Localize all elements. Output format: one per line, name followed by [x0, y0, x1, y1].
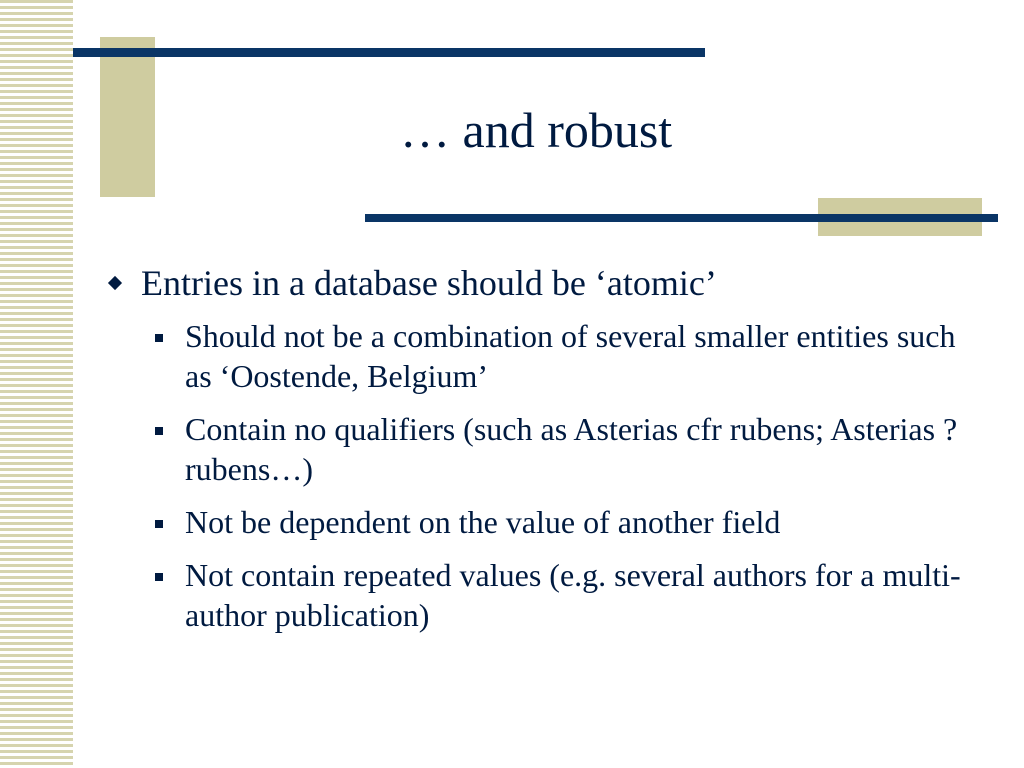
- subbullet-item: [108, 502, 988, 542]
- decorative-bar-top: [73, 48, 705, 57]
- subbullet-text: Should not be a combination of several smaller entities such as ‘Oostende, Belgium’: [185, 318, 956, 394]
- subbullet-item: [108, 316, 988, 396]
- square-bullet-icon: [155, 573, 163, 581]
- subbullet-text: Contain no qualifiers (such as Asterias cfr rubens; Asterias ?rubens…): [185, 411, 958, 487]
- decorative-stripes: [0, 0, 73, 768]
- bullet-text: Entries in a database should be ‘atomic’: [141, 263, 717, 303]
- subbullet-item: [108, 409, 988, 489]
- subbullet-item: [108, 555, 988, 635]
- slide-title: … and robust: [400, 102, 673, 158]
- decorative-block-top: [100, 37, 155, 197]
- square-bullet-icon: [155, 520, 163, 528]
- bullet-level1: [108, 260, 988, 306]
- subbullet-list: [108, 316, 988, 635]
- square-bullet-icon: [155, 427, 163, 435]
- square-bullet-icon: [155, 334, 163, 342]
- diamond-bullet-icon: [108, 276, 122, 290]
- subbullet-text: Not be dependent on the value of another field: [185, 504, 781, 540]
- decorative-bar-right: [365, 214, 998, 222]
- slide-content: [108, 260, 988, 648]
- subbullet-text: Not contain repeated values (e.g. several authors for a multi-author publication): [185, 557, 961, 633]
